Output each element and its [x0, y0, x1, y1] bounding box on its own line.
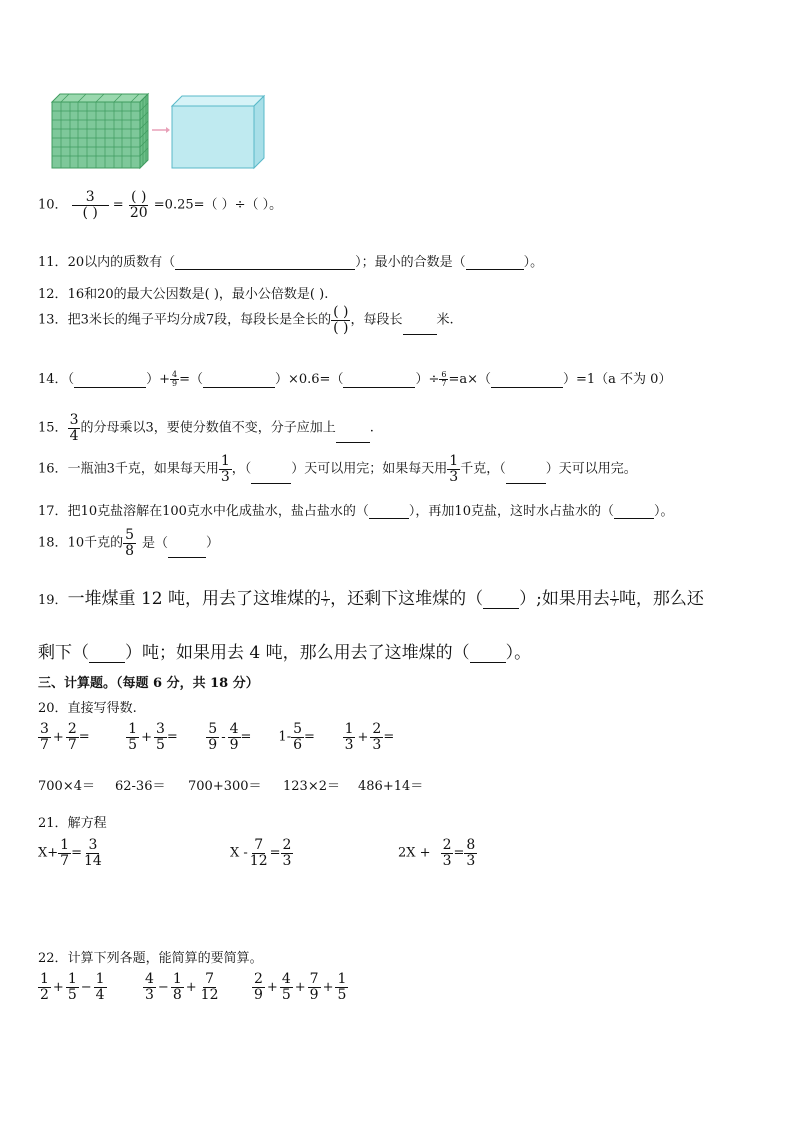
question-number: 13 [38, 312, 55, 328]
answer-blank[interactable] [168, 557, 206, 558]
question-14: 14．（ ）+ $\frac{4}{9}$ =（ ）×0.6=（ ）÷ $\frac{6}{7}$ =a×（ ）=1（a 不为 0） [38, 369, 672, 388]
question-21: 21．解方程 [38, 816, 107, 831]
question-number: 11 [38, 255, 55, 270]
arrow-icon [152, 127, 170, 133]
question-18: 18．10千克的 $\frac{5}{8}$ 是（ ） [38, 527, 220, 559]
unit-cube-block [52, 94, 148, 168]
question-text: 16和20的最大公因数是( )，最小公倍数是( ). [67, 287, 329, 302]
fraction: $\frac{3}{4}$ [69, 412, 79, 444]
question-19-line-2: 剩下（ ）吨；如果用去 4 吨，那么用去了这堆煤的（ ）。 [38, 643, 532, 663]
expression: $\frac{1}{2}$ + $\frac{1}{5}$ − $\frac{1}{4}$ [40, 971, 105, 1003]
answer-blank[interactable] [175, 269, 355, 270]
empty-box [172, 96, 264, 168]
expression: 62-36＝ [115, 779, 166, 794]
equation: X+ $\frac{1}{7}$ = $\frac{3}{14}$ [38, 837, 102, 869]
fraction: $\frac{1}{7}$ [323, 589, 329, 608]
question-number: 18 [38, 535, 55, 551]
question-12: 12．16和20的最大公因数是( )，最小公倍数是( ). [38, 287, 329, 302]
q20-row1 [38, 722, 394, 752]
answer-blank[interactable] [251, 483, 291, 484]
expression: $\frac{3}{7}$ + $\frac{2}{7}$ = [40, 721, 90, 753]
fraction: $\frac{1}{3}$ [449, 453, 459, 485]
question-17: 17．把10克盐溶解在100克水中化成盐水，盐占盐水的（ ），再加10克盐，这时水占盐水的（ ）。 [38, 504, 674, 519]
question-text: =0.25=（ ）÷（ ）。 [153, 197, 283, 213]
question-number: 21 [38, 816, 55, 831]
fraction: $\frac{1}{3}$ [220, 453, 230, 485]
expression: $\frac{1}{3}$ + $\frac{2}{3}$ = [344, 721, 395, 753]
answer-blank[interactable] [470, 662, 506, 663]
fraction: $\frac{4}{9}$ [171, 369, 178, 388]
cube-figure [48, 92, 270, 170]
answer-blank[interactable] [203, 387, 275, 388]
answer-blank[interactable] [89, 662, 125, 663]
answer-blank[interactable] [491, 387, 563, 388]
answer-blank[interactable] [343, 387, 415, 388]
question-number: 22 [38, 951, 55, 966]
question-number: 16 [38, 461, 55, 477]
question-15: 15． $\frac{3}{4}$ 的分母乘以3，要使分数值不变，分子应加上 . [38, 412, 374, 444]
question-16: 16．一瓶油3千克，如果每天用 $\frac{1}{3}$ ，（ ）天可以用完；如果每天用 $\frac{1}{3}$ 千克，（ ）天可以用完。 [38, 453, 637, 485]
answer-blank[interactable] [369, 518, 409, 519]
fraction: ( ) ( ) [333, 304, 349, 336]
question-13: 13．把3米长的绳子平均分成7段，每段长是全长的 ( ) ( ) ，每段长 米. [38, 304, 454, 336]
fraction: ( ) 20 [129, 189, 148, 221]
expression: 700+300＝ [188, 779, 262, 794]
expression: $\frac{1}{5}$ + $\frac{3}{5}$ = [128, 721, 178, 753]
expression: $\frac{4}{3}$ − $\frac{1}{8}$ + $\frac{7}{12}$ [145, 971, 219, 1003]
equation: X - $\frac{7}{12}$ = $\frac{2}{3}$ [230, 837, 292, 869]
equation: 2X + $\frac{2}{3}$ = $\frac{8}{3}$ [398, 837, 476, 869]
answer-blank[interactable] [403, 334, 437, 335]
fraction: $\frac{5}{8}$ [125, 527, 135, 559]
expression: 1- $\frac{5}{6}$ = [278, 721, 315, 753]
question-number: 15 [38, 420, 55, 436]
question-number: 17 [38, 504, 55, 519]
expression: 486+14＝ [358, 779, 424, 794]
section-title: 三、计算题。（每题 6 分，共 18 分） [38, 676, 259, 691]
question-number: 19 [38, 593, 55, 608]
question-20: 20．直接写得数. [38, 701, 137, 716]
expression: $\frac{5}{9}$ - $\frac{4}{9}$ = [208, 721, 252, 753]
fraction: $\frac{1}{7}$ [611, 589, 617, 608]
answer-blank[interactable] [506, 483, 546, 484]
fraction: 3 ( ) [72, 190, 109, 220]
expression: 700×4＝ [38, 779, 95, 794]
q20-row2 [38, 775, 423, 794]
question-number: 12 [38, 287, 55, 302]
question-number: 14 [38, 372, 55, 387]
answer-blank[interactable] [74, 387, 146, 388]
expression: $\frac{2}{9}$ + $\frac{4}{5}$ + $\frac{7}{9}$ + $\frac{1}{5}$ [254, 971, 347, 1003]
answer-blank[interactable] [483, 608, 519, 609]
question-11: 11．20以内的质数有（ ）；最小的合数是（ ）。 [38, 255, 544, 270]
fraction: $\frac{6}{7}$ [441, 369, 447, 388]
answer-blank[interactable] [614, 518, 654, 519]
answer-blank[interactable] [336, 442, 370, 443]
question-19-line-1: 19．一堆煤重 12 吨，用去了这堆煤的 $\frac{1}{7}$ ，还剩下这堆煤的（ ）;如果用去 $\frac{1}{7}$ 吨，那么还 [38, 589, 704, 609]
question-22: 22．计算下列各题，能简算的要简算。 [38, 951, 263, 966]
expression: 123×2＝ [283, 779, 340, 794]
answer-blank[interactable] [466, 269, 524, 270]
question-number: 20 [38, 701, 55, 716]
question-10: 10． 3 ( ) = ( ) 20 =0.25=（ ）÷（ ）。 [38, 189, 283, 221]
question-number: 10 [38, 197, 55, 213]
